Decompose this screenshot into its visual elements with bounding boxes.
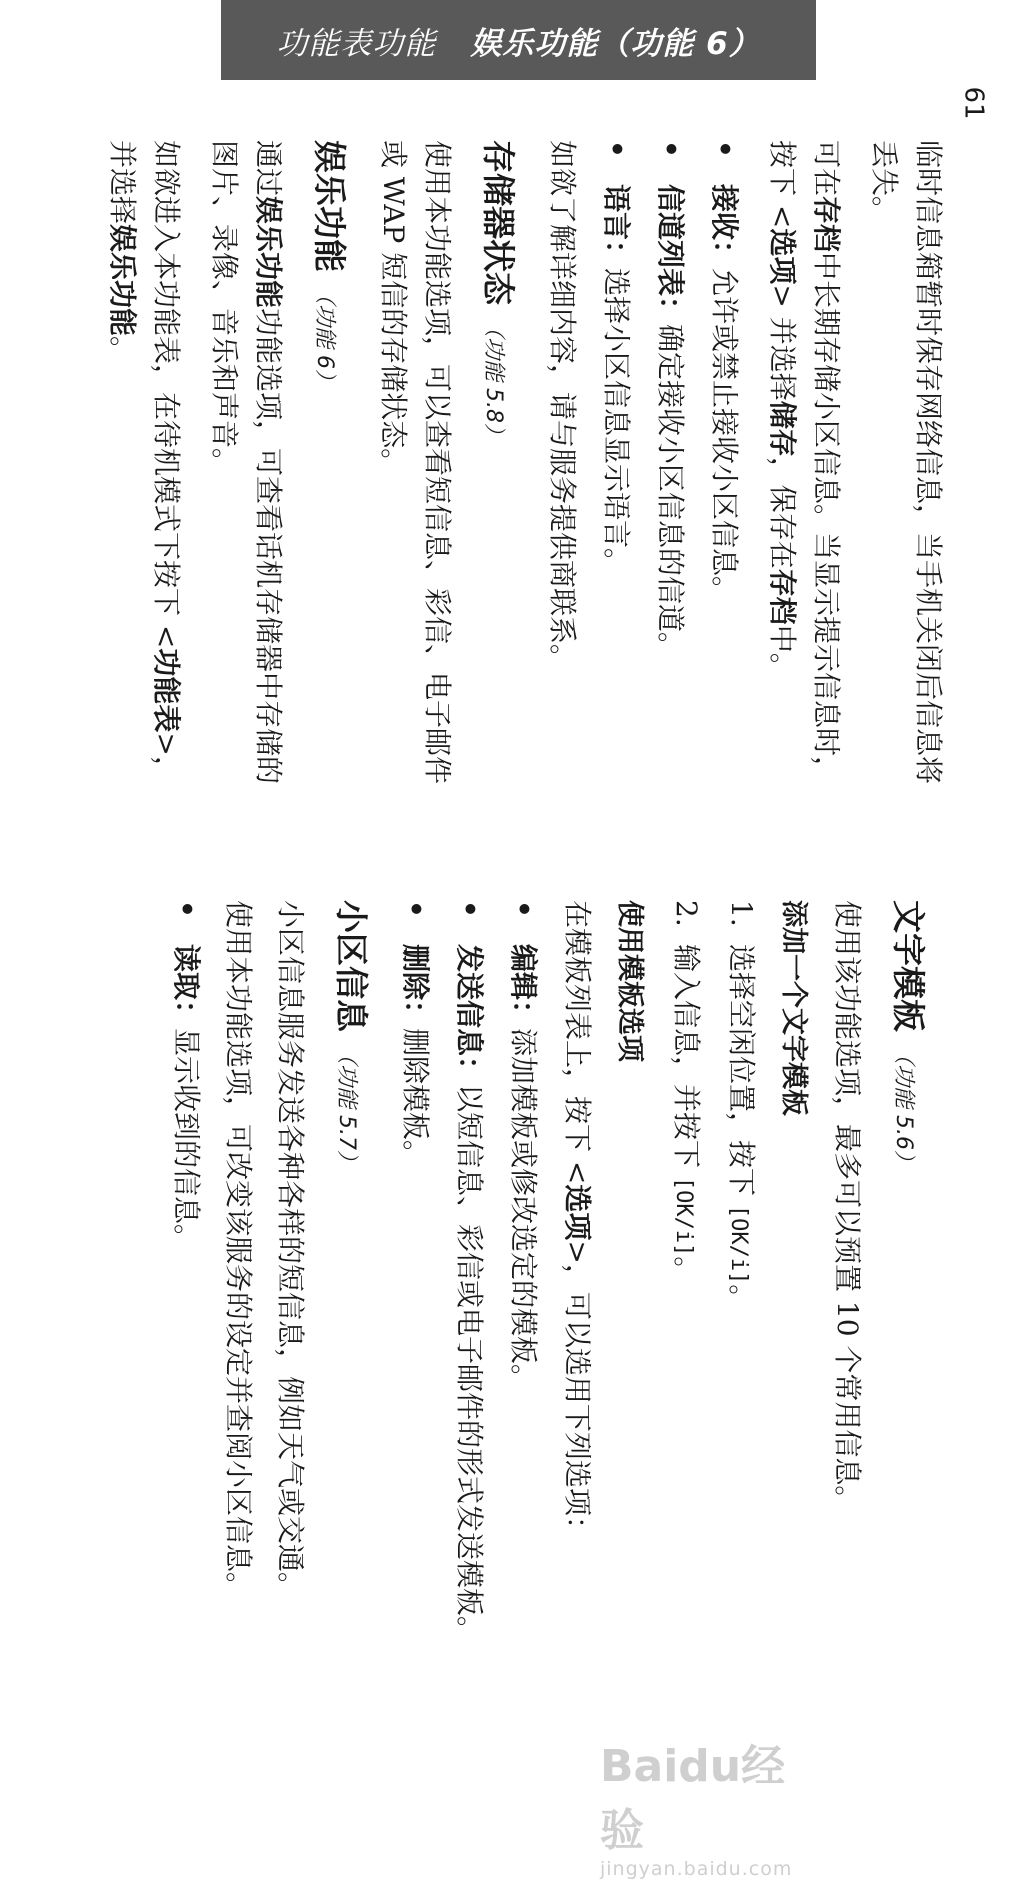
header-title: 娱乐功能（功能 6） <box>470 25 761 62</box>
page-header <box>221 0 816 80</box>
paragraph: 使用本功能选项，可以查看短信息、彩信、电子邮件或 WAP 短信的存储状态。 <box>377 140 454 785</box>
paragraph: 使用本功能选项，可改变该服务的设定并查阅小区信息。 <box>222 900 255 1601</box>
paragraph: 如欲进入本功能表，在待机模式下按下 <功能表>，并选择娱乐功能。 <box>106 140 183 784</box>
header-section: 功能表功能 <box>276 25 437 62</box>
paragraph: 可在存档中长期存储小区信息。当显示提示信息时，按下 <选项> 并选择储存，保存在存档中。 <box>766 140 843 785</box>
paragraph: 如欲了解详细内容，请与服务提供商联系。 <box>546 140 579 673</box>
rotated-content <box>60 80 1020 1872</box>
text-column-1 <box>60 80 1020 840</box>
list-item: • 读取：显示收到的信息。 <box>170 900 203 1253</box>
list-item: • 发送信息：以短信息、彩信或电子邮件的形式发送模板。 <box>453 900 486 1645</box>
section-heading: 文字模板（功能 5.6） <box>889 900 928 1172</box>
list-item: • 语言：选择小区信息显示语言。 <box>600 140 633 577</box>
watermark <box>600 1730 820 1880</box>
paragraph: 通过娱乐功能功能选项，可查看话机存储器中存储的图片、录像、音乐和声音。 <box>208 140 285 785</box>
sub-heading: 使用模板选项 <box>614 900 645 1062</box>
paragraph: 小区信息服务发送各种各样的短信息，例如天气或交通。 <box>274 900 307 1601</box>
list-item: 1. 选择空闲位置，按下 [OK/i]。 <box>725 900 758 1313</box>
list-item: 2. 输入信息，并按下 [OK/i]。 <box>670 900 703 1285</box>
list-item: • 信道列表：确定接收小区信息的信道。 <box>654 140 687 661</box>
section-heading: 存储器状态（功能 5.8） <box>479 140 518 445</box>
list-item: • 编辑：添加模板或修改选定的模板。 <box>507 900 540 1393</box>
paragraph: 使用该功能选项，最多可以预置 10 个常用信息。 <box>831 900 864 1514</box>
paragraph: 在模板列表上，按下 <选项>，可以选用下列选项： <box>561 900 594 1544</box>
list-item: • 接收：允许或禁止接收小区信息。 <box>708 140 741 605</box>
list-item: • 删除：删除模板。 <box>399 900 432 1169</box>
page-number: 61 <box>958 86 989 120</box>
watermark-brand: Baidu经验 <box>600 1741 786 1856</box>
paragraph: 临时信息箱暂时保存网络信息，当手机关闭后信息将丢失。 <box>868 140 945 785</box>
watermark-url: jingyan.baidu.com <box>600 1858 793 1880</box>
sub-heading: 添加一个文字模板 <box>778 900 809 1116</box>
text-column-2 <box>60 840 1020 1740</box>
section-heading: 娱乐功能（功能 6） <box>310 140 349 391</box>
section-heading: 小区信息（功能 5.7） <box>332 900 371 1172</box>
